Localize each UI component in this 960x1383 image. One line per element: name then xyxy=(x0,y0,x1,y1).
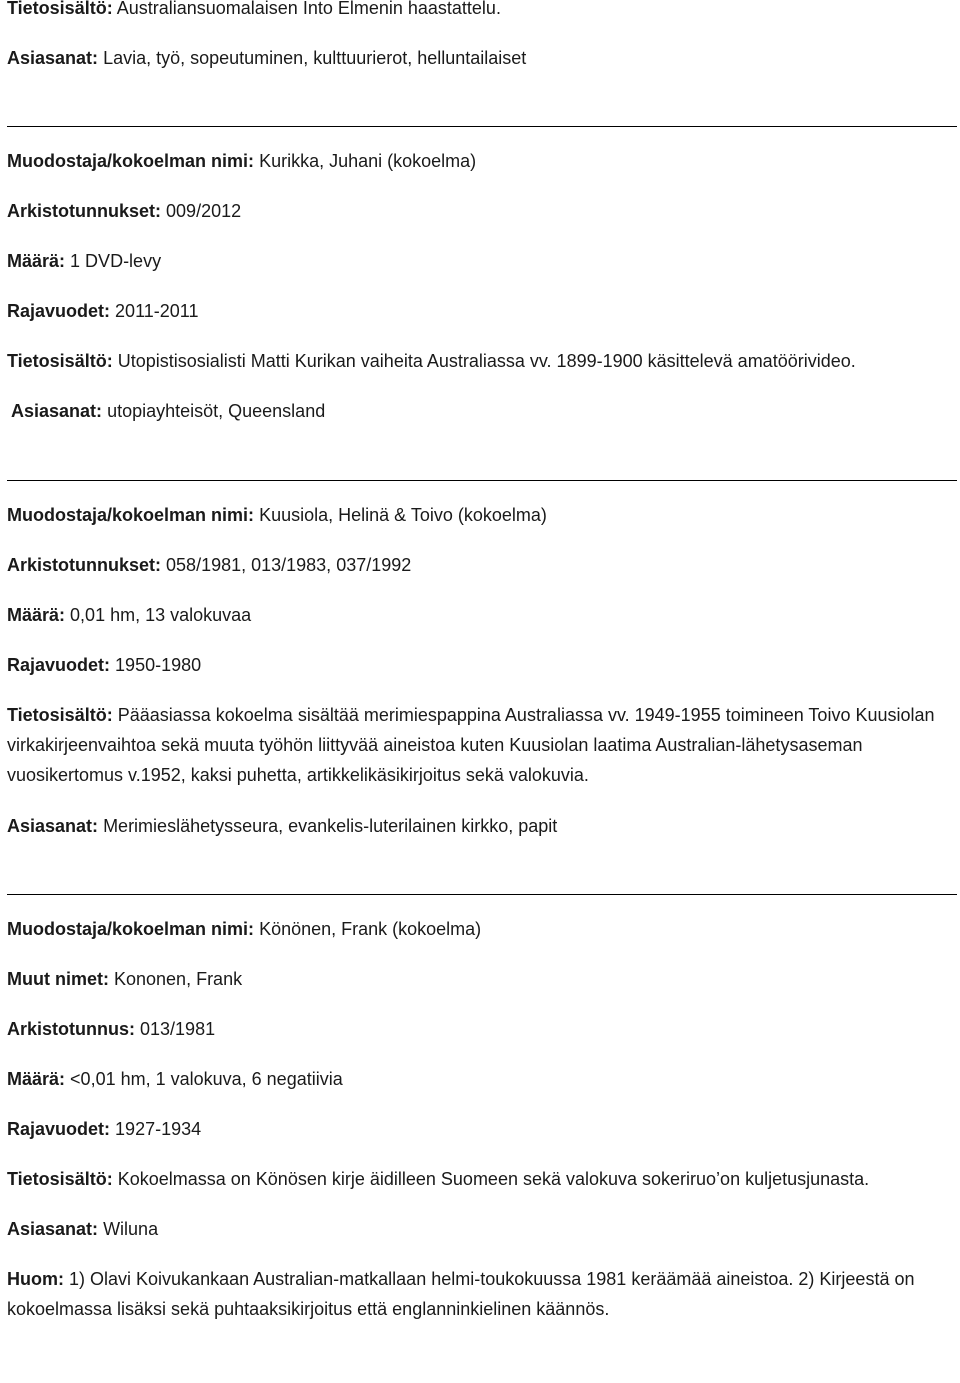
field-label: Arkistotunnukset: xyxy=(7,555,162,575)
field-label: Muut nimet: xyxy=(7,969,109,989)
field-label: Määrä: xyxy=(7,1069,66,1089)
field-value: 0,01 hm, 13 valokuvaa xyxy=(70,605,252,625)
field-label: Asiasanat: xyxy=(7,816,99,836)
field-creator xyxy=(7,918,481,940)
field-amount xyxy=(7,250,161,272)
field-value: <0,01 hm, 1 valokuva, 6 negatiivia xyxy=(70,1069,343,1089)
field-label: Huom: xyxy=(7,1269,64,1289)
field-label: Muodostaja/kokoelman nimi: xyxy=(7,919,255,939)
field-value: Kononen, Frank xyxy=(114,969,243,989)
field-archive-ids xyxy=(7,200,241,222)
field-value: 1) Olavi Koivukankaan Australian-matkallaan helmi-toukokuussa 1981 keräämää aineistoa. 2) Kirjeestä on kokoelmassa lisäksi sekä puhtaaksikirjoitus että englanninkielinen käännös. xyxy=(7,1269,915,1319)
field-label: Asiasanat: xyxy=(11,401,103,421)
field-keywords xyxy=(11,400,325,422)
record-divider xyxy=(7,480,957,481)
field-label: Tietosisältö: xyxy=(7,0,113,18)
field-value: Lavia, työ, sopeutuminen, kulttuurierot, helluntailaiset xyxy=(103,48,527,68)
field-value: Könönen, Frank (kokoelma) xyxy=(259,919,482,939)
field-year-range xyxy=(7,1118,201,1140)
field-label: Muodostaja/kokoelman nimi: xyxy=(7,151,255,171)
field-label: Tietosisältö: xyxy=(7,351,113,371)
field-other-names xyxy=(7,968,242,990)
field-value: 1 DVD-levy xyxy=(70,251,162,271)
field-amount xyxy=(7,604,251,626)
field-value: 058/1981, 013/1983, 037/1992 xyxy=(166,555,412,575)
field-value: 009/2012 xyxy=(166,201,242,221)
field-label: Rajavuodet: xyxy=(7,301,111,321)
field-value: Australiansuomalaisen Into Elmenin haastattelu. xyxy=(116,0,501,18)
field-value: Wiluna xyxy=(103,1219,159,1239)
field-label: Asiasanat: xyxy=(7,1219,99,1239)
field-label: Tietosisältö: xyxy=(7,1169,113,1189)
field-value: Kokoelmassa on Könösen kirje äidilleen Suomeen sekä valokuva sokeriruo’on kuljetusjunasta. xyxy=(117,1169,870,1189)
field-year-range xyxy=(7,654,201,676)
field-note xyxy=(7,1264,947,1324)
record-divider xyxy=(7,894,957,895)
field-value: Pääasiassa kokoelma sisältää merimiespappina Australiassa vv. 1949-1955 toimineen Toivo Kuusiolan virkakirjeenvaihtoa sekä muuta työhön liittyvää aineistoa kuten Kuusiolan laatima Australian-lähetysaseman vuosikertomus v.1952, kaksi puhetta, artikkelikäsikirjoitus sekä valokuvia. xyxy=(7,705,935,785)
field-archive-ids xyxy=(7,554,411,576)
field-content xyxy=(7,0,501,19)
field-keywords xyxy=(7,1218,158,1240)
field-content xyxy=(7,700,947,790)
field-content xyxy=(7,350,856,372)
record-divider xyxy=(7,126,957,127)
field-label: Rajavuodet: xyxy=(7,655,111,675)
field-value: 1927-1934 xyxy=(115,1119,202,1139)
field-creator xyxy=(7,504,547,526)
field-label: Asiasanat: xyxy=(7,48,99,68)
field-value: Utopistisosialisti Matti Kurikan vaiheita Australiassa vv. 1899-1900 käsittelevä amatöörivideo. xyxy=(117,351,856,371)
field-label: Muodostaja/kokoelman nimi: xyxy=(7,505,255,525)
field-value: 013/1981 xyxy=(140,1019,216,1039)
field-year-range xyxy=(7,300,198,322)
field-keywords xyxy=(7,815,557,837)
field-value: 1950-1980 xyxy=(115,655,202,675)
field-label: Tietosisältö: xyxy=(7,705,113,725)
field-archive-id xyxy=(7,1018,215,1040)
field-content xyxy=(7,1168,869,1190)
field-label: Arkistotunnukset: xyxy=(7,201,162,221)
field-label: Määrä: xyxy=(7,605,66,625)
field-amount xyxy=(7,1068,343,1090)
field-label: Arkistotunnus: xyxy=(7,1019,135,1039)
field-label: Rajavuodet: xyxy=(7,1119,111,1139)
field-creator xyxy=(7,150,476,172)
field-value: Merimieslähetysseura, evankelis-luterilainen kirkko, papit xyxy=(103,816,558,836)
field-keywords xyxy=(7,47,526,69)
field-value: Kurikka, Juhani (kokoelma) xyxy=(259,151,477,171)
field-label: Määrä: xyxy=(7,251,66,271)
field-value: 2011-2011 xyxy=(115,301,199,321)
field-value: utopiayhteisöt, Queensland xyxy=(107,401,326,421)
field-value: Kuusiola, Helinä & Toivo (kokoelma) xyxy=(259,505,547,525)
